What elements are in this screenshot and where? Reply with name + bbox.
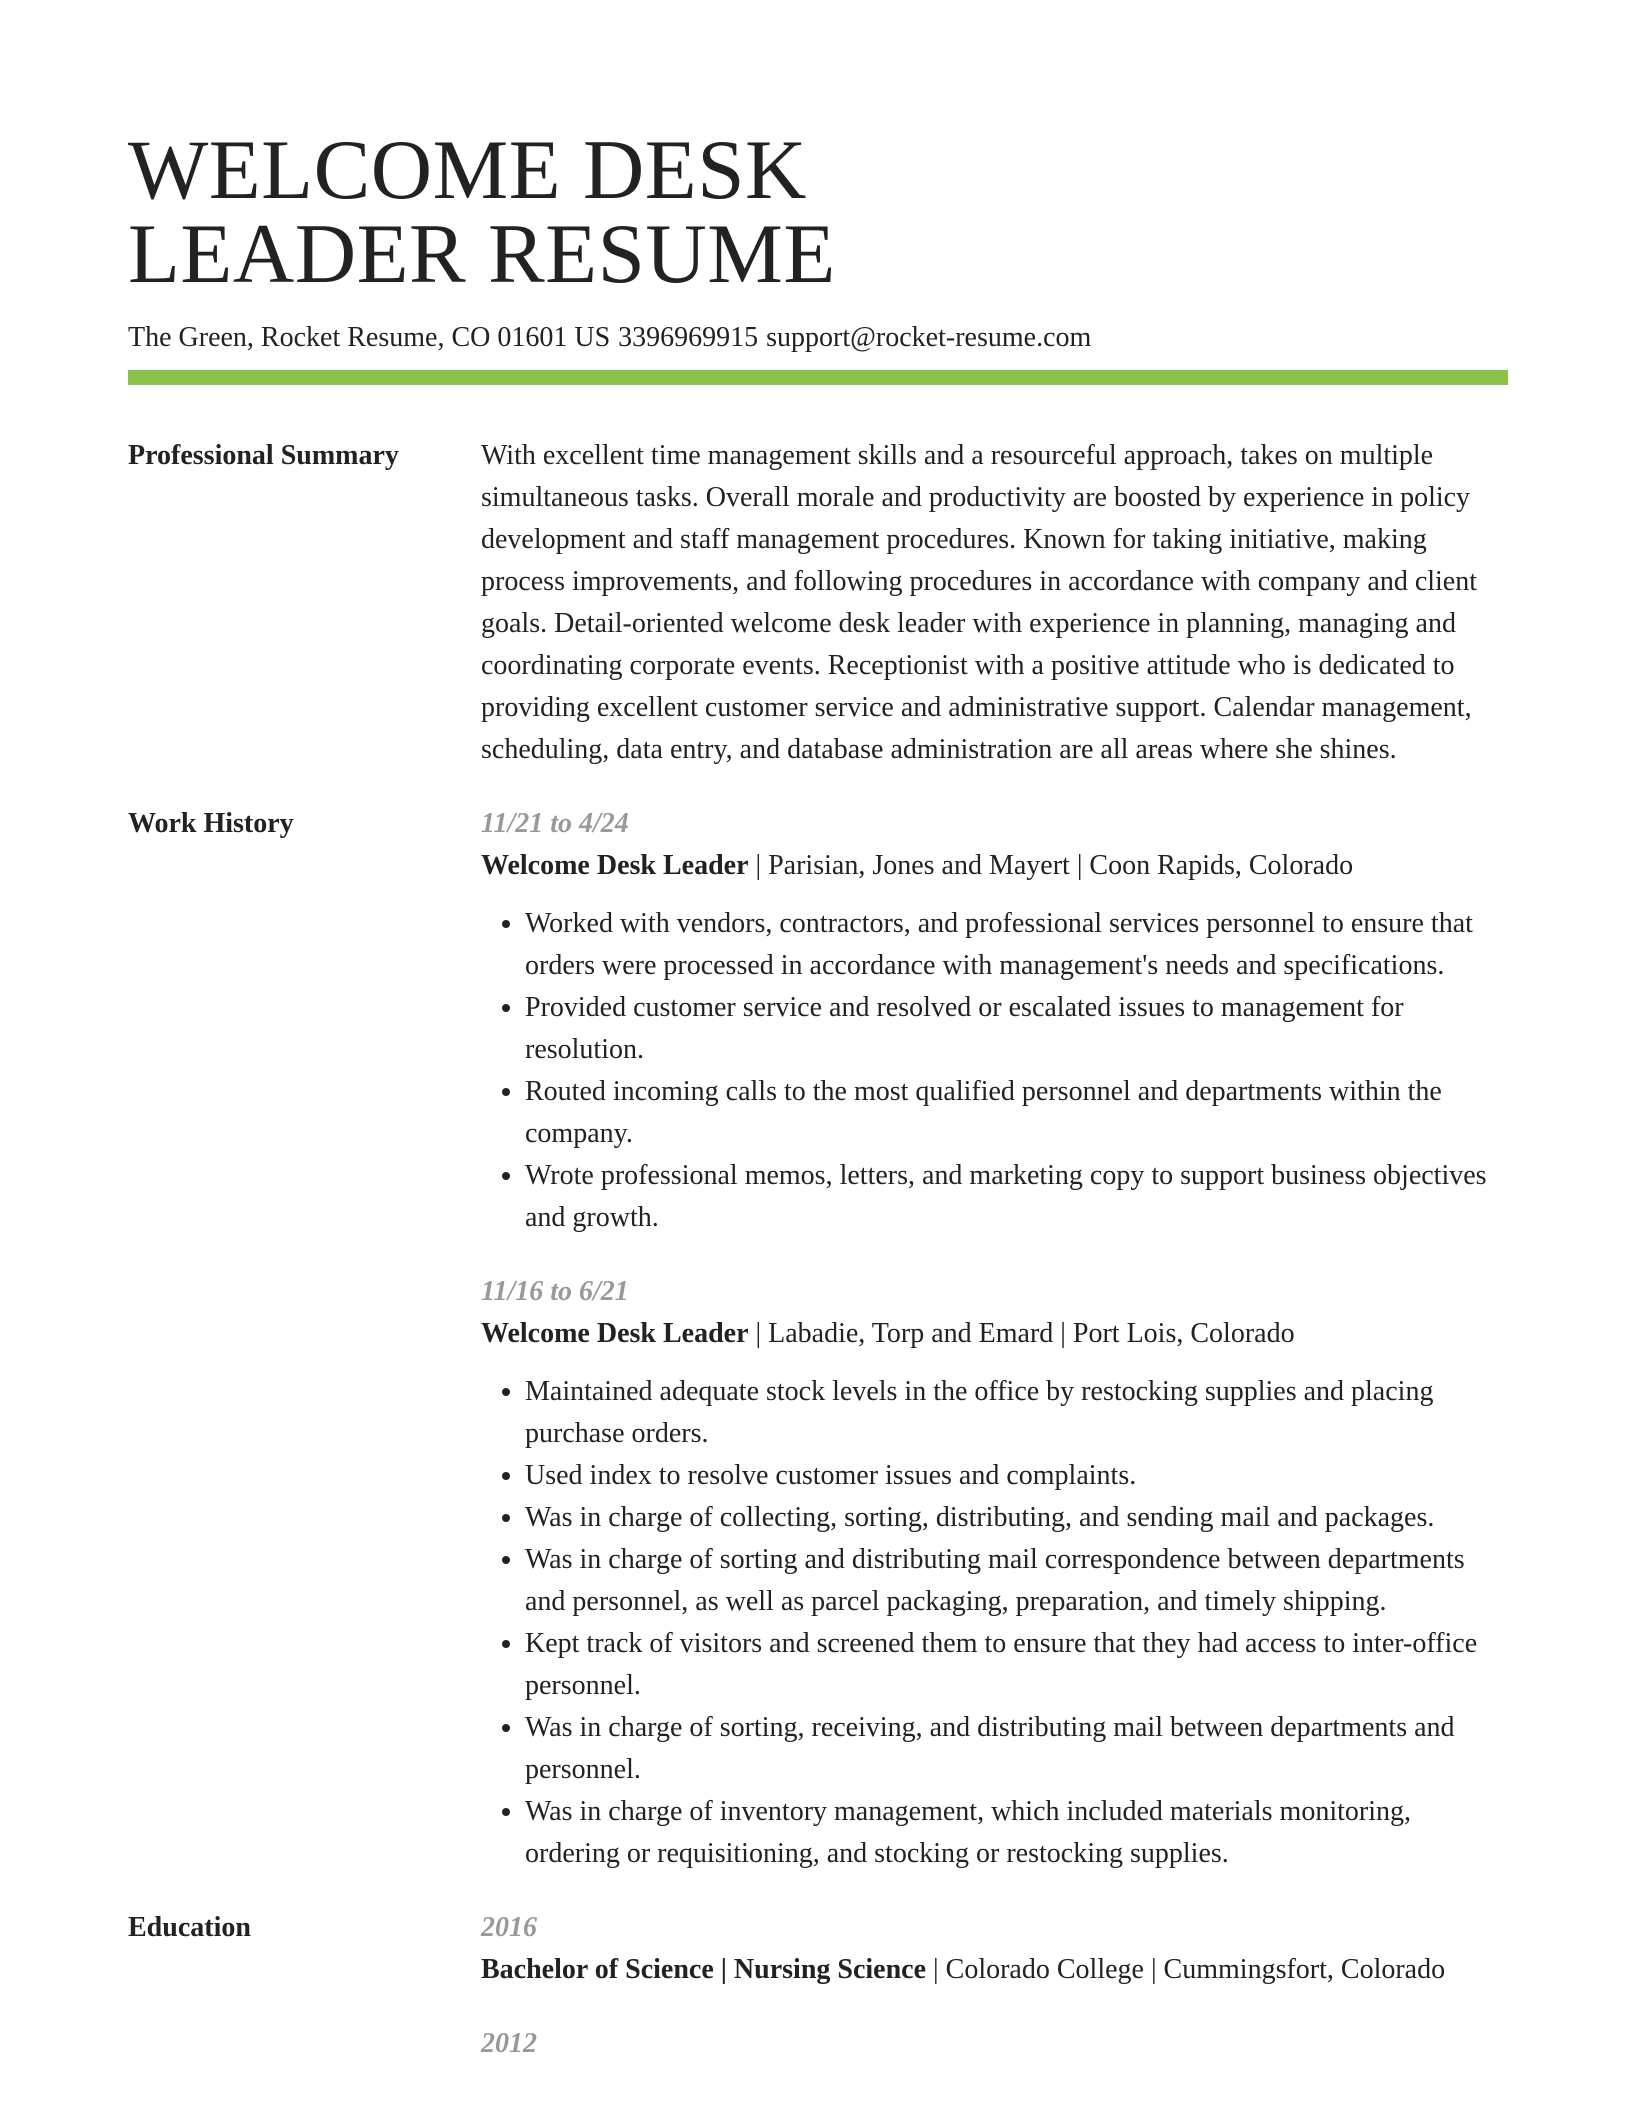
education-year: 2016 bbox=[481, 1912, 537, 1943]
job-bullet: • Provided customer service and resolved or escalated issues to management for resolution. bbox=[525, 987, 1508, 1071]
education-entries bbox=[481, 1907, 1508, 2065]
job-bullets bbox=[481, 1371, 1508, 1875]
contact-address: The Green, Rocket Resume, CO 01601 US bbox=[128, 322, 611, 353]
contact-email: support@rocket-resume.com bbox=[766, 322, 1092, 353]
education-heading bbox=[481, 1949, 1508, 1991]
professional-summary-section bbox=[128, 435, 1508, 771]
education-entry bbox=[481, 2023, 1508, 2065]
job-bullet: • Maintained adequate stock levels in the office by restocking supplies and placing purchase orders. bbox=[525, 1371, 1508, 1455]
job-heading bbox=[481, 1313, 1508, 1355]
work-history-section bbox=[128, 803, 1508, 1875]
job-bullet: • Routed incoming calls to the most qualified personnel and departments within the company. bbox=[525, 1071, 1508, 1155]
section-label-summary: Professional Summary bbox=[128, 440, 399, 471]
education-degree: Bachelor of Science | Nursing Science bbox=[481, 1954, 927, 1985]
job-bullet: • Wrote professional memos, letters, and marketing copy to support business objectives and growth. bbox=[525, 1155, 1508, 1239]
job-bullet: • Was in charge of inventory management, which included materials monitoring, ordering or requisitioning, and stocking or restocking supplies. bbox=[525, 1791, 1508, 1875]
education-year: 2012 bbox=[481, 2028, 537, 2059]
job-bullet: • Was in charge of sorting and distributing mail correspondence between departments and personnel, as well as parcel packaging, preparation, and timely shipping. bbox=[525, 1539, 1508, 1623]
job-dates: 11/21 to 4/24 bbox=[481, 808, 629, 839]
job-bullet: • Worked with vendors, contractors, and professional services personnel to ensure that orders were processed in accordance with management's needs and specifications. bbox=[525, 903, 1508, 987]
work-entries bbox=[481, 803, 1508, 1875]
job-bullet: • Was in charge of collecting, sorting, distributing, and sending mail and packages. bbox=[525, 1497, 1508, 1539]
job-bullet: • Kept track of visitors and screened them to ensure that they had access to inter-office personnel. bbox=[525, 1623, 1508, 1707]
job-bullet: • Was in charge of sorting, receiving, and distributing mail between departments and personnel. bbox=[525, 1707, 1508, 1791]
education-entry bbox=[481, 1907, 1508, 1991]
section-label-education: Education bbox=[128, 1912, 251, 1943]
job-dates: 11/16 to 6/21 bbox=[481, 1276, 629, 1307]
education-details: | Colorado College | Cummingsfort, Colorado bbox=[926, 1954, 1446, 1985]
summary-text: With excellent time management skills and a resourceful approach, takes on multiple simultaneous tasks. Overall morale and productivity are boosted by experience in policy development and staff management procedures. Known for taking initiative, making process improvements, and following procedures in accordance with company and client goals. Detail-oriented welcome desk leader with experience in planning, managing and coordinating corporate events. Receptionist with a positive attitude who is dedicated to providing excellent customer service and administrative support. Calendar management, scheduling, data entry, and database administration are all areas where she shines. bbox=[481, 440, 1478, 765]
education-section bbox=[128, 1907, 1508, 2065]
title-line-1: WELCOME DESK bbox=[128, 123, 807, 217]
job-entry bbox=[481, 1271, 1508, 1875]
section-label-work: Work History bbox=[128, 808, 294, 839]
job-entry bbox=[481, 803, 1508, 1239]
accent-divider bbox=[128, 370, 1508, 385]
job-details: | Labadie, Torp and Emard | Port Lois, Colorado bbox=[748, 1318, 1295, 1349]
job-heading bbox=[481, 845, 1508, 887]
job-title: Welcome Desk Leader bbox=[481, 850, 749, 881]
job-details: | Parisian, Jones and Mayert | Coon Rapids, Colorado bbox=[748, 850, 1354, 881]
resume-title bbox=[128, 123, 1508, 301]
job-bullets bbox=[481, 903, 1508, 1239]
job-bullet: • Used index to resolve customer issues and complaints. bbox=[525, 1455, 1508, 1497]
contact-phone: 3396969915 bbox=[618, 322, 759, 353]
resume-page bbox=[128, 123, 1508, 2065]
title-line-2: LEADER RESUME bbox=[128, 207, 836, 301]
job-title: Welcome Desk Leader bbox=[481, 1318, 749, 1349]
contact-line bbox=[128, 318, 1508, 358]
